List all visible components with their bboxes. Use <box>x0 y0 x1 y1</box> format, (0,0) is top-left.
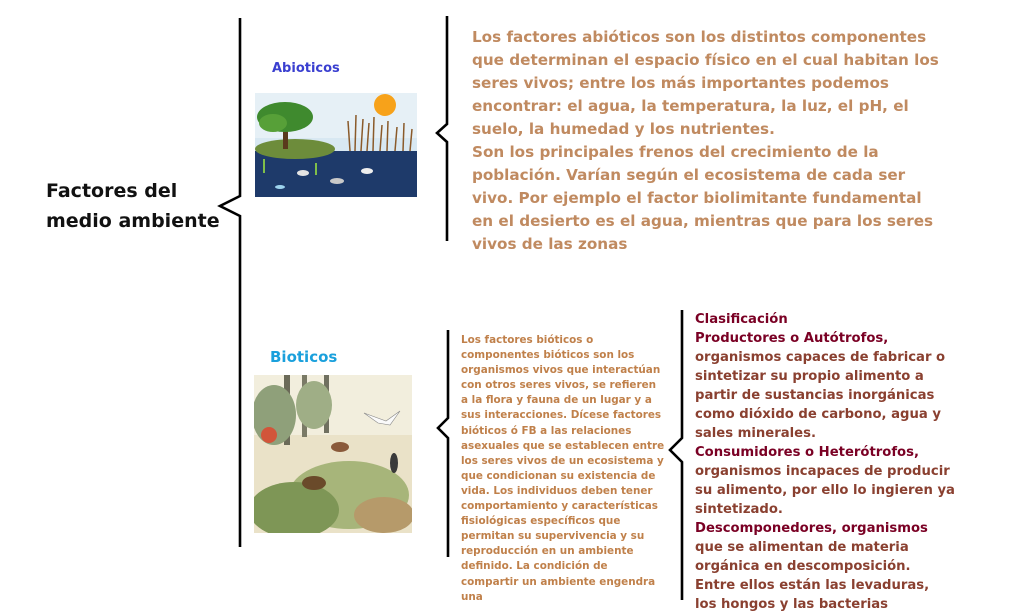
productores-text: organismos capaces de fabricar o sintetizar su propio alimento a partir de sustancias inorgánicas como dióxido de carbono, agua y sales minerales. <box>695 350 946 441</box>
root-title: Factores del medio ambiente <box>46 180 220 232</box>
clasificacion-heading: Clasificación <box>695 312 788 327</box>
abioticos-brace <box>437 16 447 241</box>
bioticos-brace <box>438 330 448 557</box>
clasificacion-cut-line: los hongos y las bacterias <box>695 597 889 612</box>
bioticos-label: Bioticos <box>270 348 338 366</box>
main-brace <box>220 18 240 547</box>
bioticos-text: Los factores bióticos o componentes bióticos son los organismos vivos que interactúan con otros seres vivos, se refieren a la flora y fauna de un lugar y a sus interacciones. Dícese factores bióticos ó FB a las relaciones asexuales que se establecen entre los seres vivos de un ecosistema y que condicionan su existencia de vida. Los individuos deben tener comportamiento y características fisiológicas específicos que permitan su supervivencia y su reproducción en un ambiente definido. La condición de compartir un ambiente engendra una <box>461 334 665 603</box>
abioticos-text: Los factores abióticos son los distintos componentes que determinan el espacio físico en el cual habitan los seres vivos; entre los más importantes podemos encontrar: el agua, la temperatura, la luz, el pH, el suelo, la humedad y los nutrientes. Son los principales frenos del crecimiento de la población. Varían según el ecosistema de cada ser vivo. Por ejemplo el factor biolimitante fundamental en el desierto es el agua, mientras que para los seres vivos de las zonas <box>472 28 939 253</box>
descomponedores-title: Descomponedores, organismos <box>695 521 928 536</box>
consumidores-title: Consumidores o Heterótrofos, <box>695 445 919 460</box>
consumidores-text: organismos incapaces de producir su alimento, por ello lo ingieren ya sintetizado. <box>695 464 955 517</box>
abioticos-image <box>255 93 417 197</box>
productores-title: Productores o Autótrofos, <box>695 331 889 346</box>
bioticos-image <box>254 375 412 533</box>
descomponedores-text: que se alimentan de materia orgánica en descomposición. Entre ellos están las levaduras, <box>695 540 930 593</box>
clasificacion-block <box>695 310 955 614</box>
clasificacion-brace <box>670 310 682 600</box>
abioticos-label: Abioticos <box>272 61 340 76</box>
